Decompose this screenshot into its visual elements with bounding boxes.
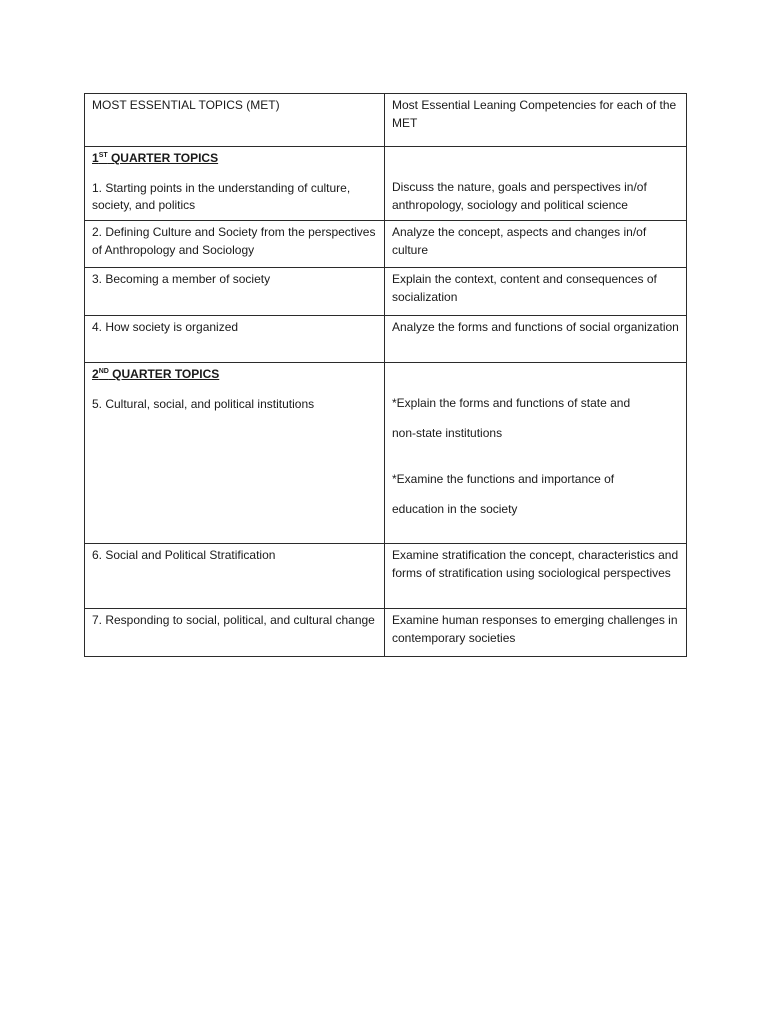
table-header-row [85,94,687,147]
paragraph-gap [392,442,679,471]
table-row [85,221,687,268]
table-row [85,147,687,221]
quarter-2-label: QUARTER TOPICS [108,367,220,381]
competency-cell [385,363,687,544]
topic-cell [85,316,385,363]
quarter-2-number: 2 [92,367,99,381]
header-competencies-text: Most Essential Leaning Competencies for each of the MET [392,98,677,130]
competency-text: Analyze the concept, aspects and changes in/of culture [392,225,647,257]
topic-cell [85,544,385,609]
competency-text: Examine stratification the concept, characteristics and forms of stratification using sociological perspectives [392,548,679,580]
table-row [85,544,687,609]
competency-text: Explain the context, content and consequences of socialization [392,272,657,304]
competency-line: education in the society [392,501,518,516]
met-table [84,93,687,657]
competency-cell [385,221,687,268]
quarter-2-suffix: ND [98,368,109,375]
table-row [85,268,687,316]
competency-cell [385,147,687,221]
topic-text: 3. Becoming a member of society [92,272,271,286]
topic-text: 4. How society is organized [92,320,239,334]
quarter-1-number: 1 [92,151,99,165]
competency-cell [385,544,687,609]
quarter-1-label: QUARTER TOPICS [107,151,219,165]
competency-text: Examine human responses to emerging challenges in contemporary societies [392,613,678,645]
topic-text: 7. Responding to social, political, and cultural change [92,613,375,627]
header-cell-competencies [385,94,687,147]
quarter-2-heading [92,366,219,384]
competency-text: Analyze the forms and functions of social organization [392,320,679,334]
topic-text: 5. Cultural, social, and political institutions [92,396,315,411]
topic-text: 1. Starting points in the understanding of culture, society, and politics [92,180,351,212]
cell-spacer [392,366,679,395]
competency-line: *Examine the functions and importance of [392,472,615,486]
competency-cell [385,268,687,316]
table-row [85,363,687,544]
topic-text: 2. Defining Culture and Society from the perspectives of Anthropology and Sociology [92,225,376,257]
line-gap [392,413,679,425]
header-topics-text: MOST ESSENTIAL TOPICS (MET) [92,98,280,112]
competency-line: non-state institutions [392,425,503,440]
topic-cell [85,609,385,657]
quarter-1-suffix: ST [98,152,108,159]
table-row [85,316,687,363]
header-cell-topics [85,94,385,147]
topic-cell [85,268,385,316]
topic-text: 6. Social and Political Stratification [92,548,276,562]
line-gap [392,489,679,501]
topic-cell [85,221,385,268]
competency-line: *Explain the forms and functions of state and [392,396,631,410]
quarter-1-heading [92,150,218,168]
topic-cell [85,147,385,221]
competency-cell [385,609,687,657]
topic-cell [85,363,385,544]
competency-cell [385,316,687,363]
cell-spacer [392,150,679,179]
competency-text: Discuss the nature, goals and perspectives in/of anthropology, sociology and political science [392,180,647,212]
table-row [85,609,687,657]
